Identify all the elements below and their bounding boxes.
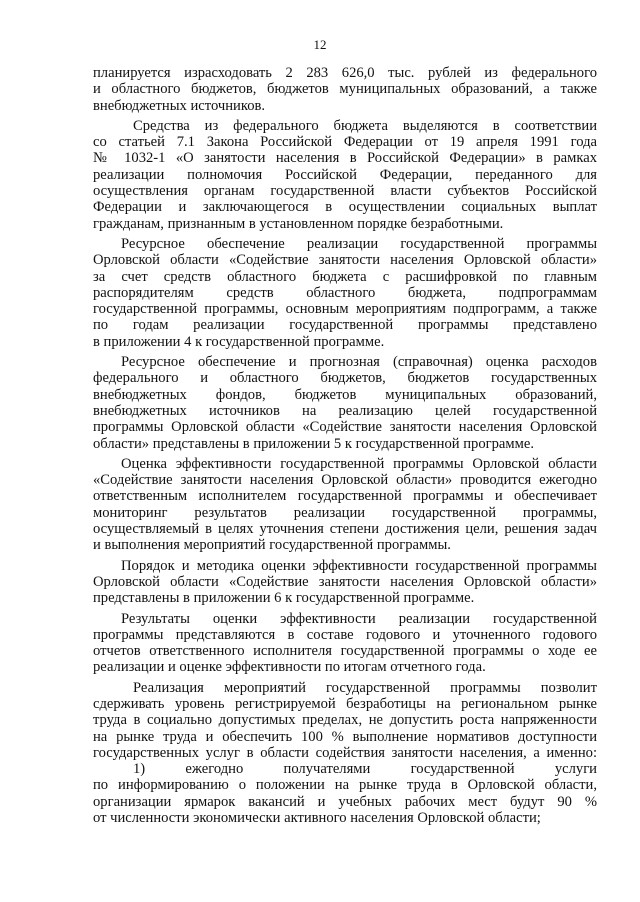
- text-line: Результаты оценки эффективности реализации государственной: [121, 610, 597, 627]
- text-line: области» представлены в приложении 5 к государственной программе.: [93, 435, 534, 452]
- text-line: реализации полномочия Российской Федерации, переданного для: [93, 166, 597, 183]
- text-line: государственной программы, основным мероприятиям подпрограмм, а также: [93, 301, 597, 318]
- text-line: в приложении 4 к государственной программе.: [93, 333, 385, 350]
- text-line: планируется израсходовать 2 283 626,0 тыс. рублей из федерального: [93, 65, 597, 81]
- text-line: и выполнения мероприятий государственной программы.: [93, 537, 451, 554]
- text-line: ответственным исполнителем государственной программы и обеспечивает: [93, 488, 597, 505]
- text-line: Ресурсное обеспечение и прогнозная (справочная) оценка расходов: [121, 354, 597, 371]
- text-line: и областного бюджетов, бюджетов муниципальных образований, а также: [93, 81, 597, 98]
- text-line: сдерживать уровень регистрируемой безработицы на региональном рынке: [93, 695, 597, 712]
- text-line: осуществления органам государственной власти субъектов Российской: [93, 183, 597, 200]
- text-line: 1) ежегодно получателями государственной услуги: [133, 761, 597, 778]
- text-line: за счет средств областного бюджета с расшифровкой по главным: [93, 268, 597, 285]
- text-line: внебюджетных источников на реализацию целей государственной: [93, 402, 597, 419]
- text-line: Орловской области «Содействие занятости населения Орловской области»: [93, 573, 597, 590]
- text-line: Средства из федерального бюджета выделяются в соответствии: [133, 117, 597, 134]
- text-line: на рынке труда и обеспечить 100 % выполнение нормативов доступности: [93, 728, 597, 745]
- text-line: Орловской области «Содействие занятости населения Орловской области»: [93, 252, 597, 269]
- text-line: Реализация мероприятий государственной программы позволит: [133, 679, 597, 696]
- text-line: осуществляемый в целях уточнения степени достижения цели, решения задач: [93, 521, 597, 538]
- text-line: Ресурсное обеспечение реализации государственной программы: [121, 235, 597, 252]
- text-line: распорядителям средств областного бюджета, подпрограммам: [93, 284, 597, 301]
- text-line: Оценка эффективности государственной программы Орловской области: [121, 455, 597, 472]
- text-line: Федерации и заключающегося в осуществлении социальных выплат: [93, 199, 597, 216]
- document-body: [93, 65, 597, 826]
- text-line: федерального и областного бюджетов, бюджетов государственных: [93, 370, 597, 387]
- text-line: мониторинг результатов реализации государственной программы,: [93, 504, 597, 521]
- text-line: программы Орловской области «Содействие занятости населения Орловской: [93, 419, 597, 436]
- text-line: отчетов ответственного исполнителя государственной программы о ходе ее: [93, 643, 597, 660]
- text-line: по информированию о положении на рынке труда в Орловской области,: [93, 777, 597, 794]
- text-line: государственных услуг в области содействия занятости населения, а именно:: [93, 744, 597, 761]
- text-line: внебюджетных фондов, бюджетов муниципальных образований,: [93, 386, 597, 403]
- text-line: представлены в приложении 6 к государственной программе.: [93, 590, 475, 607]
- text-line: организации ярмарок вакансий и учебных рабочих мест будут 90 %: [93, 793, 597, 810]
- text-line: № 1032-1 «О занятости населения в Российской Федерации» в рамках: [93, 150, 597, 167]
- text-line: Порядок и методика оценки эффективности государственной программы: [121, 557, 597, 574]
- text-line: реализации и оценке эффективности по итогам отчетного года.: [93, 659, 486, 676]
- text-line: гражданам, признанным в установленном порядке безработными.: [93, 215, 504, 232]
- text-line: внебюджетных источников.: [93, 97, 266, 114]
- text-line: «Содействие занятости населения Орловской области» проводится ежегодно: [93, 472, 597, 489]
- page-number: 12: [313, 37, 327, 52]
- text-line: от численности экономически активного населения Орловской области;: [93, 810, 541, 827]
- text-line: труда в социально допустимых пределах, не допустить роста напряженности: [93, 712, 597, 729]
- text-line: программы представляются в составе годового и уточненного годового: [93, 626, 597, 643]
- text-line: со статьей 7.1 Закона Российской Федерации от 19 апреля 1991 года: [93, 134, 597, 151]
- text-line: по годам реализации государственной программы представлено: [93, 317, 597, 334]
